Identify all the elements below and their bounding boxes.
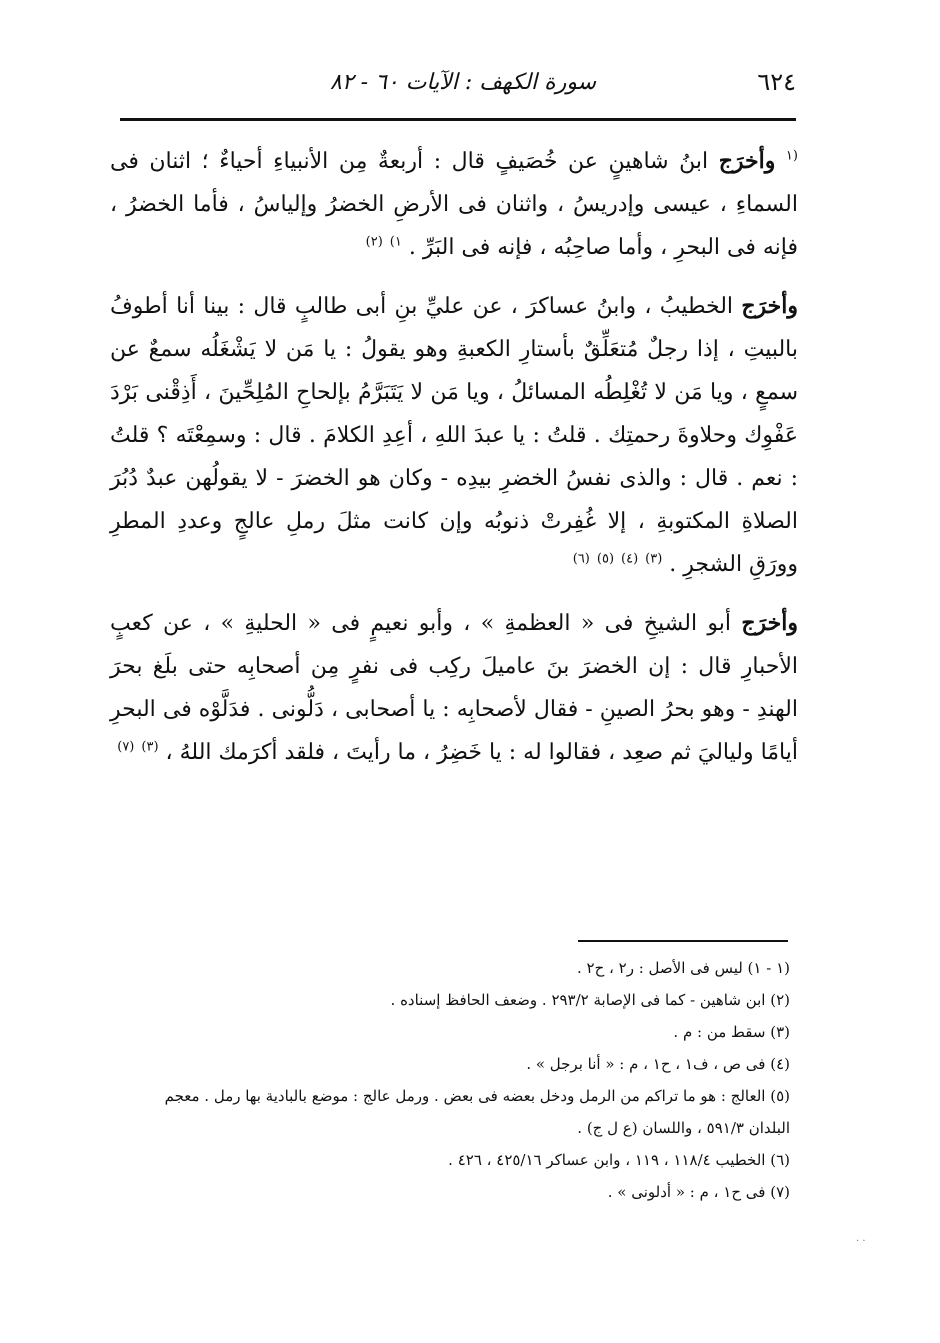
paragraph-lead: وأخرَج bbox=[741, 293, 798, 319]
paragraph-2 bbox=[110, 285, 798, 586]
paragraph-text: أبو الشيخِ فى « العظمةِ » ، وأبو نعيمٍ فى « الحليةِ » ، عن كعبٍ الأحبارِ قال : إن الخضرَ بنَ عاميلَ ركِب فى نفرٍ مِن أصحابِه حتى بلَغ بحرَ الهندِ - وهو بحرُ الصينِ - فقال لأصحابِه : يا أصحابى ، دَلُّونى . فدَلَّوْه فى البحرِ أيامًا ولياليَ ثم صعِد ، فقالوا له : يا خَضِرُ ، ما رأيتَ ، فلقد أكرَمك اللهُ ، bbox=[110, 611, 798, 765]
footnote-6: (٦) الخطيب ١١٨/٤ ، ١١٩ ، وابن عساكر ٤٢٥/١٦ ، ٤٢٦ . bbox=[448, 1151, 790, 1169]
footnote-marker-7: (٧) bbox=[117, 739, 135, 755]
footnote-marker-1-open: (١ bbox=[785, 148, 798, 164]
footnote-marker-3: (٣) bbox=[645, 551, 663, 567]
paragraph-1 bbox=[110, 140, 798, 269]
footnote-2: (٢) ابن شاهين - كما فى الإصابة ٢٩٣/٢ . وضعف الحافظ إسناده . bbox=[390, 991, 790, 1009]
footnote-3: (٣) سقط من : م . bbox=[673, 1023, 790, 1041]
paragraph-lead: وأخرَج bbox=[718, 148, 776, 174]
footnote-marker-4: (٤) bbox=[621, 551, 639, 567]
paragraph-lead: وأخرَج bbox=[741, 610, 798, 636]
page-header bbox=[120, 58, 796, 104]
footnote-marker-5: (٥) bbox=[596, 551, 615, 567]
footnote-5-continued: البلدان ٥٩١/٣ ، واللسان (ع ل ج) . bbox=[577, 1119, 790, 1137]
footnote-marker-2: (٢) bbox=[365, 234, 383, 250]
paragraph-3 bbox=[110, 602, 798, 774]
footnotes bbox=[100, 952, 790, 1208]
footnote-marker-6: (٦) bbox=[572, 551, 590, 567]
main-text bbox=[110, 140, 798, 790]
footnote-5: (٥) العالج : هو ما تراكم من الرمل ودخل بعضه فى بعض . ورمل عالج : موضع بالبادية بها رمل . معجم bbox=[164, 1087, 790, 1105]
running-title: سورة الكهف : الآيات ٦٠ - ٨٢ bbox=[330, 70, 597, 95]
footnote-1: (١ - ١) ليس فى الأصل : ر٢ ، ح٢ . bbox=[576, 959, 790, 977]
footnote-marker-3b: (٣) bbox=[141, 739, 159, 755]
paragraph-text: الخطيبُ ، وابنُ عساكرَ ، عن عليِّ بنِ أبى طالبٍ قال : بينا أنا أطوفُ بالبيتِ ، إذا رجلٌ مُتعَلِّقٌ بأستارِ الكعبةِ وهو يقولُ : يا مَن لا يَشْغَلُه سمعٌ عن سمعٍ ، ويا مَن لا تُغْلِطُه المسائلُ ، ويا مَن لا يَتَبَرَّمُ بإلحاحِ المُلِحِّينَ ، أَذِقْنى بَرْدَ عَفْوِك وحلاوةَ رحمتِك . قلتُ : يا عبدَ اللهِ ، أعِدِ الكلامَ . قال : وسمِعْتَه ؟ قلتُ : نعم . قال : والذى نفسُ الخضرِ بيدِه - وكان هو الخضرَ - لا يقولُهن عبدٌ دُبُرَ الصلاةِ المكتوبةِ ، إلا غُفِرتْ ذنوبُه وإن كانت مثلَ رملِ عالجٍ وعددِ المطرِ وورَقِ الشجرِ . bbox=[110, 294, 798, 577]
footnote-rule bbox=[578, 940, 788, 942]
header-rule bbox=[120, 118, 796, 121]
page-number: ٦٢٤ bbox=[757, 68, 796, 96]
footnote-4: (٤) فى ص ، ف١ ، ح١ ، م : « أنا برجل » . bbox=[526, 1055, 790, 1073]
footnote-7: (٧) فى ح١ ، م : « أدلونى » . bbox=[607, 1183, 790, 1201]
paragraph-text: ابنُ شاهينٍ عن خُصَيفٍ قال : أربعةٌ مِن الأنبياءِ أحياءٌ ؛ اثنان فى السماءِ ، عيسى وإدريسُ ، واثنان فى الأرضِ الخضرُ وإلياسُ ، فأما الخضرُ ، فإنه فى البحرِ ، وأما صاحِبُه ، فإنه فى البَرِّ . bbox=[110, 149, 798, 260]
scan-speck: · · bbox=[856, 1236, 866, 1247]
footnote-marker-1-close: ١) bbox=[389, 234, 402, 250]
